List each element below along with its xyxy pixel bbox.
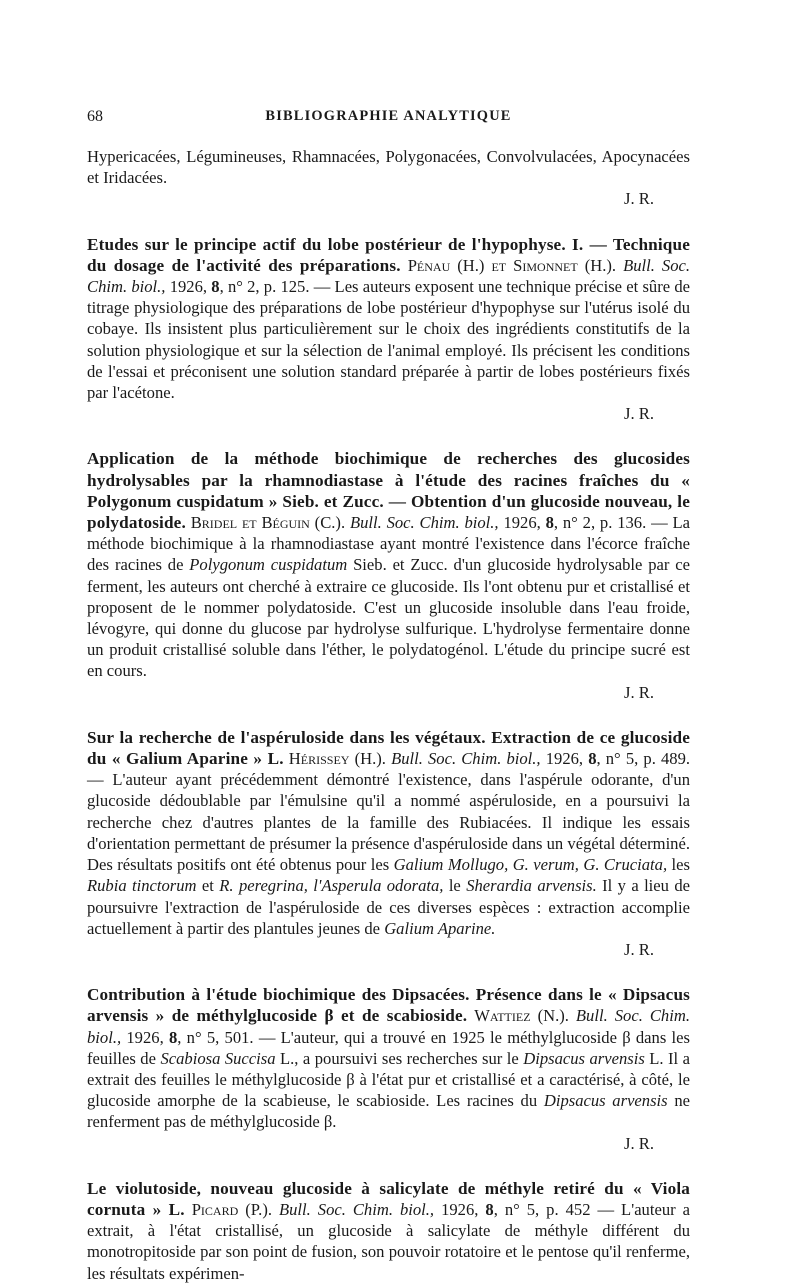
- entry-authors: Hérissey (H.).: [288, 749, 386, 769]
- entry-volume: 8: [211, 277, 220, 297]
- entry-abstract: — L'auteur, qui a trouvé en 1925 le méthylglucoside β dans les feuilles de: [87, 1027, 690, 1068]
- species-name: R. peregrina, l'Asperula odorata,: [219, 876, 444, 896]
- entry-abstract-cont: Il y a lieu de poursuivre l'extraction de l'aspéruloside de ces diverses espèces : extraction accomplie actuellement à partir des plantules jeunes de: [87, 876, 690, 938]
- entry-title: Le violutoside, nouveau glucoside à salicylate de méthyle retiré du « Viola cornuta » L.: [87, 1178, 690, 1219]
- species-name: Dipsacus arvensis: [523, 1048, 645, 1068]
- entry-abstract: — L'auteur ayant précédemment démontré l'existence, dans l'aspérule odorante, d'un glucoside dédoublable par l'émulsine qu'il a nommé aspéruloside, en a poursuivi la recherche chez d'autres plantes de la famille des Rubiacées. Il indique les essais d'orientation permettant de présumer la présence d'aspéruloside dans un végétal déterminé. Des résultats positifs ont été obtenus pour les: [87, 770, 690, 875]
- entry-journal: Bull. Soc. Chim. biol.,: [278, 1199, 435, 1219]
- entry-abstract-cont: Sieb. et Zucc. d'un glucoside hydrolysable par ce ferment, les auteurs ont cherché à extraire ce glucoside. Ils l'ont obtenu pur et cristallisé et proposent de le nommer polydatoside. C'est un glucoside insoluble dans l'eau froide, lévogyre, qui donne du glucose par hydrolyse sulfurique. L'hydrolyse fermentaire donne un produit cristallisé soluble dans l'éther, le polydatogénol. L'étude du principe sucré est en cours.: [87, 555, 690, 681]
- entry-authors: Picard (P.).: [191, 1199, 272, 1219]
- entry-abstract-cont: L., a poursuivi ses recherches sur le: [275, 1048, 524, 1068]
- species-name: Polygonum cuspidatum: [189, 555, 348, 575]
- entry-title: Sur la recherche de l'aspéruloside dans les végétaux. Extraction de ce glucoside du « Galium Aparine » L.: [87, 727, 690, 769]
- entry-volume: 8: [485, 1199, 494, 1219]
- species-name: Dipsacus arvensis: [543, 1091, 668, 1111]
- entry-year: 1926,: [545, 749, 589, 769]
- entry-volume: 8: [588, 749, 597, 769]
- entry-dipsacees: [87, 984, 690, 1154]
- entry-paragraph: [87, 234, 690, 404]
- entry-year: 1926,: [126, 1027, 169, 1047]
- entry-volume: 8: [545, 513, 554, 533]
- entry-title: Application de la méthode biochimique de recherches des glucosides hydrolysables par la rhamnodiastase à l'étude des racines fraîches du « Polygonum cuspidatum » Sieb. et Zucc. — Obtention d'un glucoside nouveau, le polydatoside.: [87, 449, 690, 533]
- entry-journal: Bull. Soc. Chim. biol.,: [391, 749, 541, 769]
- entry-issue-pages: , n° 2, p. 125.: [219, 277, 310, 297]
- entry-year: 1926,: [169, 277, 212, 297]
- entry-text: Hypericacées, Légumineuses, Rhamnacées, Polygonacées, Convolvulacées, Apocynacées et Iridacées.: [87, 147, 690, 188]
- entry-abstract-cont: et: [196, 876, 220, 896]
- entry-issue-pages: , n° 5, p. 489.: [596, 749, 691, 769]
- entry-authors: Wattiez (N.).: [474, 1006, 569, 1026]
- entry-abstract: — Les auteurs exposent une technique précise et sûre de titrage physiologique des préparations de lobe postérieur d'hypophyse sur l'utérus isolé du cobaye. Ils insistent plus particulièrement sur le choix des ingrédients constitutifs de la solution physiologique et sur la sélection de l'animal employé. Ils précisent les conditions de l'essai et préconisent une solution standard préparée à partir de lobes postérieurs fixés par l'acétone.: [87, 277, 690, 403]
- entry-hypophyse: [87, 234, 690, 425]
- entry-abstract-cont: les: [667, 855, 690, 875]
- entry-abstract-cont: le: [443, 876, 467, 896]
- entry-title: Etudes sur le principe actif du lobe postérieur de l'hypophyse. I. — Technique du dosage de l'activité des préparations.: [87, 234, 690, 275]
- entry-volume: 8: [168, 1027, 178, 1047]
- entry-asperuloside: [87, 727, 690, 960]
- page-body: [87, 146, 690, 1284]
- entry-abstract-cont: ne renferment pas de méthylglucoside β.: [87, 1091, 690, 1132]
- entry-paragraph: [87, 1178, 690, 1284]
- entry-abstract-cont: L. Il a extrait des feuilles le méthylglucoside β à l'état pur et cristallisé et a caractérisé, à côté, le glucoside amorphe de la scabieuse, le scabioside. Les racines du: [87, 1048, 690, 1111]
- entry-issue-pages: , n° 2, p. 136.: [553, 513, 647, 533]
- entry-signature: J. R.: [624, 404, 654, 424]
- species-name: Rubia tinctorum: [87, 876, 197, 896]
- entry-authors: Pénau (H.) et Simonnet (H.).: [407, 255, 617, 275]
- entry-abstract: — La méthode biochimique à la rhamnodiastase ayant montré l'existence dans l'écorce fraîche des racines de: [87, 513, 691, 575]
- entry-signature: J. R.: [624, 1133, 654, 1153]
- entry-signature: J. R.: [624, 939, 654, 959]
- species-name: Galium Aparine.: [384, 918, 496, 938]
- species-name: Scabiosa Succisa: [160, 1048, 276, 1068]
- running-head: [87, 106, 690, 128]
- entry-journal: Bull. Soc. Chim. biol.,: [87, 255, 691, 297]
- entry-title: Contribution à l'étude biochimique des Dipsacées. Présence dans le « Dipsacus arvensis » de méthylglucoside β et de scabioside.: [87, 985, 690, 1026]
- entry-paragraph: [87, 448, 690, 681]
- species-name: Sherardia arvensis.: [466, 876, 597, 896]
- entry-paragraph: [87, 984, 690, 1132]
- entry-year: 1926,: [441, 1199, 486, 1219]
- entry-journal: Bull. Soc. Chim. biol.,: [87, 1006, 690, 1047]
- entry-authors: Bridel et Béguin (C.).: [190, 513, 346, 533]
- entry-continuation: [87, 146, 690, 210]
- entry-violutoside: [87, 1178, 690, 1284]
- page-number: 68: [87, 108, 103, 126]
- entry-journal: Bull. Soc. Chim. biol.,: [349, 513, 499, 533]
- entry-polydatoside: [87, 448, 690, 702]
- entry-signature: J. R.: [624, 189, 654, 209]
- entry-signature: J. R.: [624, 682, 654, 702]
- entry-issue-pages: , n° 5, p. 452: [493, 1199, 591, 1219]
- entry-year: 1926,: [503, 513, 546, 533]
- entry-abstract: — L'auteur a extrait, à l'état cristallisé, un glucoside à salicylate de méthyle différent du monotropitoside par son point de fusion, son pouvoir rotatoire et le pentose qu'il renferme, les résultats expérimen-: [87, 1199, 690, 1283]
- running-title: BIBLIOGRAPHIE ANALYTIQUE: [265, 108, 512, 125]
- species-name: Galium Mollugo, G. verum, G. Cruciata,: [393, 855, 668, 875]
- entry-paragraph: [87, 727, 690, 939]
- entry-issue-pages: , n° 5, 501.: [177, 1027, 254, 1047]
